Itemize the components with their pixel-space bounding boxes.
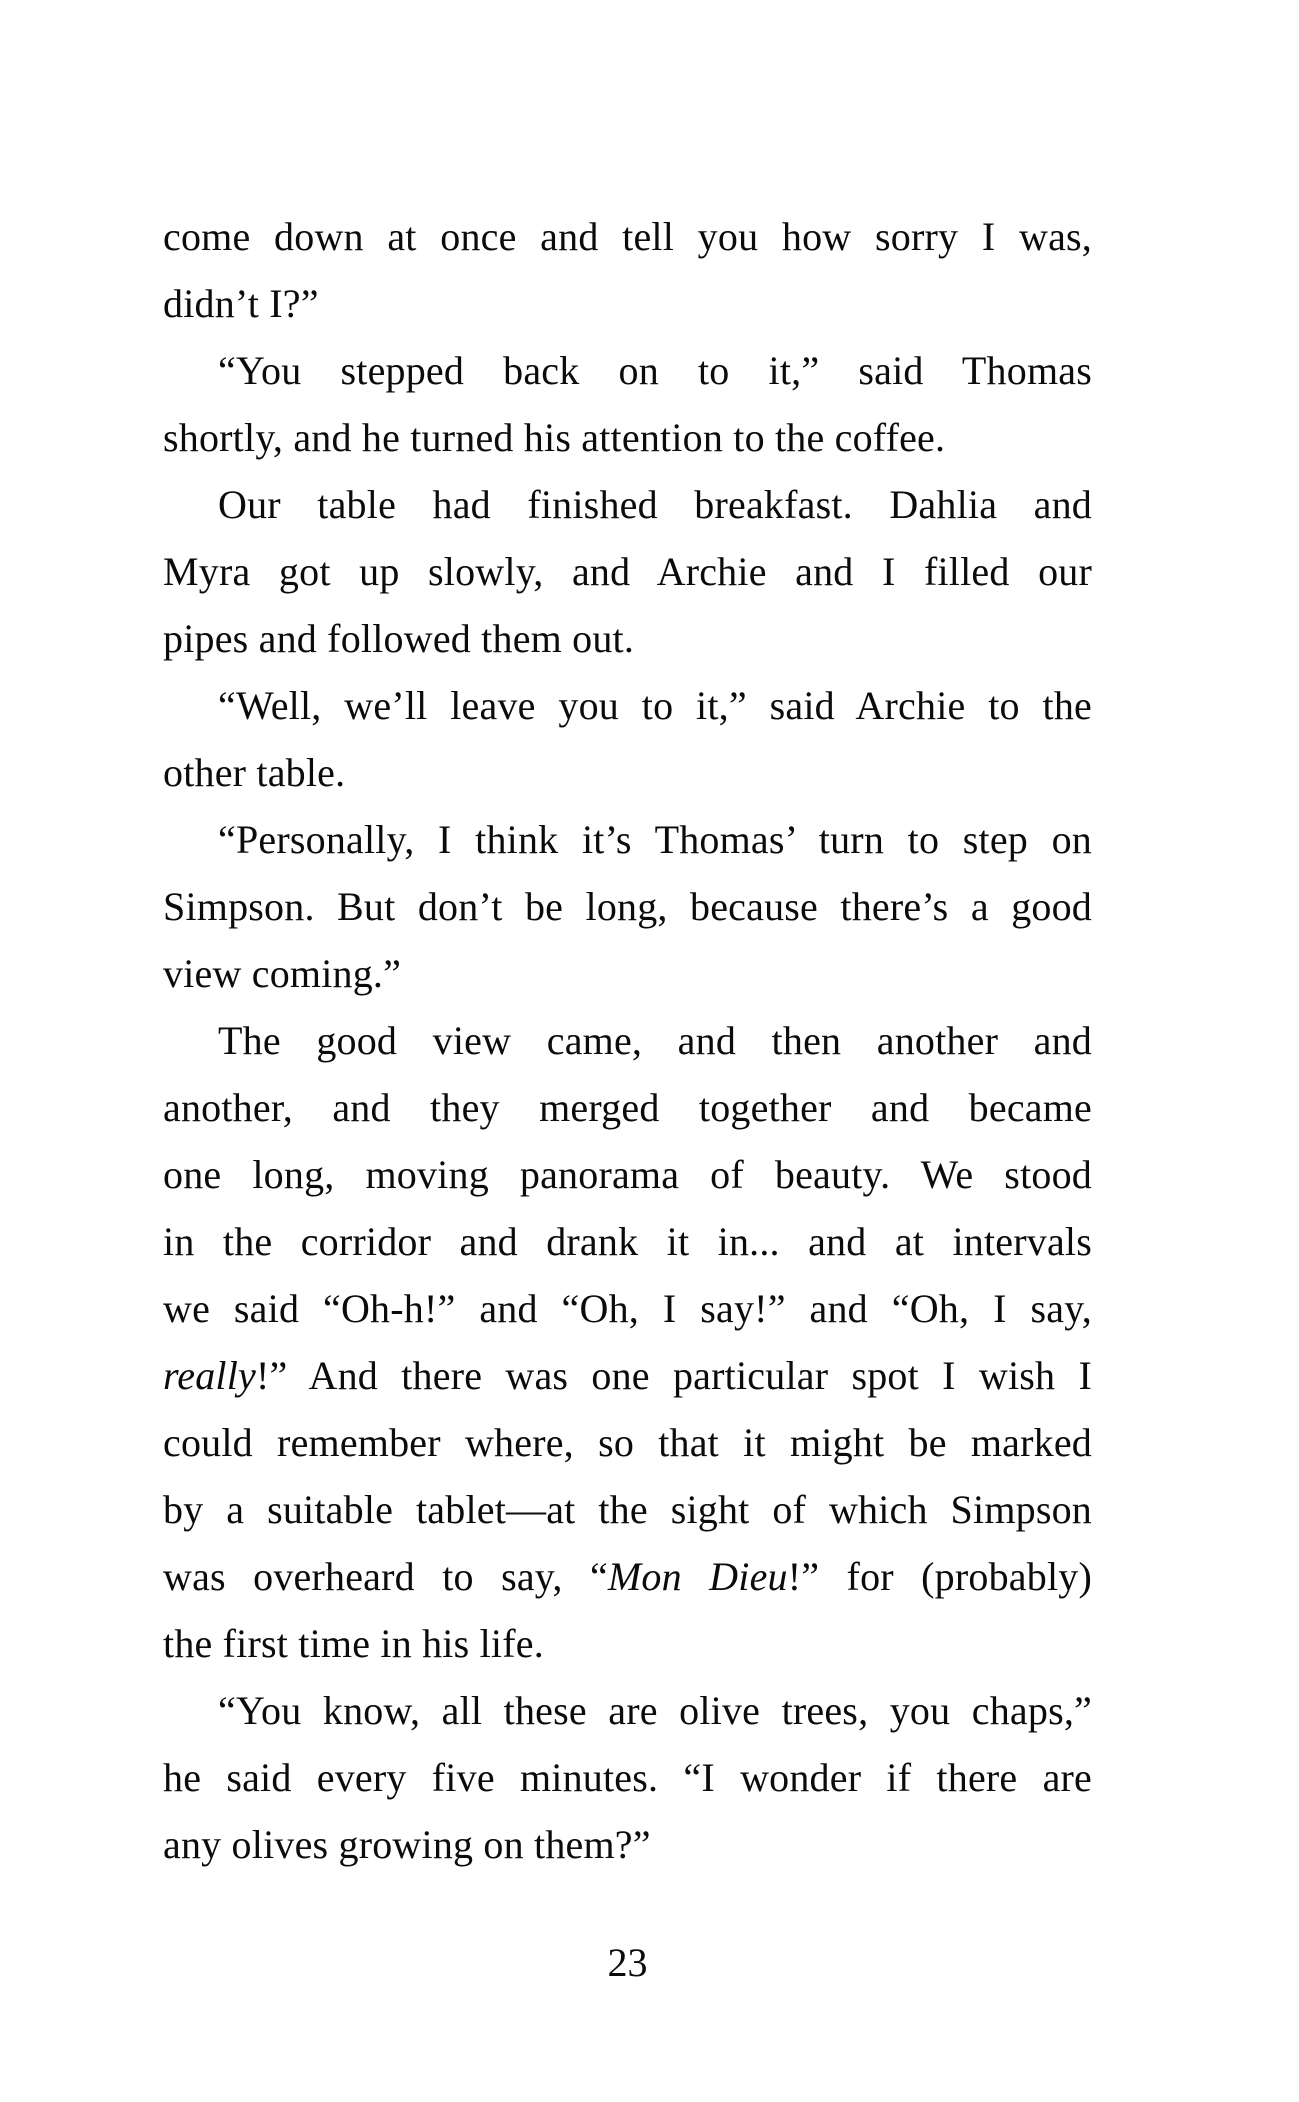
text-line — [163, 471, 1092, 538]
text-line — [163, 1677, 1092, 1744]
text-segment: he said every five minutes. “I wonder if there are — [163, 1755, 1092, 1800]
italic-text-segment: really — [163, 1353, 257, 1398]
text-line — [163, 1141, 1092, 1208]
text-segment: any olives growing on them?” — [163, 1822, 651, 1867]
text-line — [163, 1610, 1092, 1677]
text-segment: could remember where, so that it might be marked — [163, 1420, 1092, 1465]
text-block — [163, 203, 1092, 1878]
text-line — [163, 1074, 1092, 1141]
text-segment: “Well, we’ll leave you to it,” said Archie to the — [218, 683, 1092, 728]
text-line — [163, 1007, 1092, 1074]
text-line — [163, 940, 1092, 1007]
italic-text-segment: Mon Dieu — [607, 1554, 788, 1599]
text-segment: Simpson. But don’t be long, because there’s a good — [163, 884, 1092, 929]
text-line — [163, 1342, 1092, 1409]
text-segment: one long, moving panorama of beauty. We stood — [163, 1152, 1092, 1197]
text-segment: in the corridor and drank it in... and at intervals — [163, 1219, 1092, 1264]
text-segment: view coming.” — [163, 951, 402, 996]
text-line — [163, 1543, 1092, 1610]
text-line — [163, 203, 1092, 270]
page-number: 23 — [607, 1940, 648, 1985]
text-line — [163, 1811, 1092, 1878]
text-segment: the first time in his life. — [163, 1621, 544, 1666]
text-segment: didn’t I?” — [163, 281, 319, 326]
text-line — [163, 404, 1092, 471]
text-segment: other table. — [163, 750, 346, 795]
text-line — [163, 1409, 1092, 1476]
text-segment: come down at once and tell you how sorry I was, — [163, 214, 1092, 259]
text-line — [163, 672, 1092, 739]
text-segment: “You stepped back on to it,” said Thomas — [218, 348, 1092, 393]
text-segment: !” for (probably) — [787, 1554, 1092, 1599]
text-segment: shortly, and he turned his attention to the coffee. — [163, 415, 946, 460]
text-line — [163, 1476, 1092, 1543]
text-line — [163, 1275, 1092, 1342]
text-line — [163, 873, 1092, 940]
text-line — [163, 538, 1092, 605]
text-line — [163, 739, 1092, 806]
text-segment: was overheard to say, “ — [163, 1554, 608, 1599]
text-segment: by a suitable tablet—at the sight of which Simpson — [163, 1487, 1092, 1532]
text-segment: we said “Oh-h!” and “Oh, I say!” and “Oh, I say, — [163, 1286, 1092, 1331]
text-segment: another, and they merged together and became — [163, 1085, 1092, 1130]
text-segment: “You know, all these are olive trees, you chaps,” — [218, 1688, 1092, 1733]
text-line — [163, 1744, 1092, 1811]
text-line — [163, 1208, 1092, 1275]
text-line — [163, 806, 1092, 873]
text-segment: pipes and followed them out. — [163, 616, 635, 661]
text-segment: The good view came, and then another and — [218, 1018, 1092, 1063]
text-segment: Our table had finished breakfast. Dahlia and — [218, 482, 1092, 527]
text-line — [163, 605, 1092, 672]
text-segment: “Personally, I think it’s Thomas’ turn to step on — [218, 817, 1092, 862]
text-line — [163, 270, 1092, 337]
text-segment: Myra got up slowly, and Archie and I filled our — [163, 549, 1092, 594]
text-segment: !” And there was one particular spot I wish I — [256, 1353, 1092, 1398]
text-line — [163, 337, 1092, 404]
